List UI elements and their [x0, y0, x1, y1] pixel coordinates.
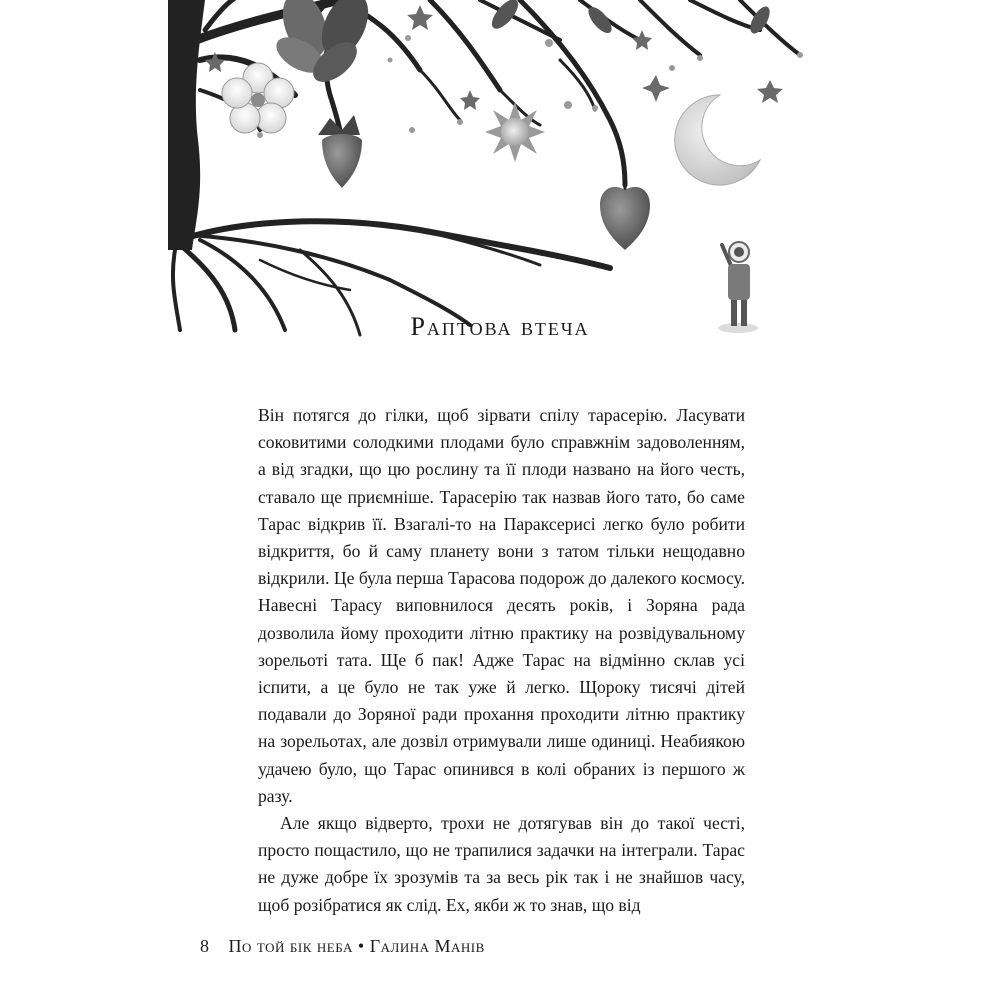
spiky-sun	[485, 102, 545, 162]
page-number: 8	[200, 936, 210, 956]
paragraph-1: Він потягся до гілки, щоб зірвати спілу тарасерію. Ласувати соковитими солодкими плодами було справжнім задоволенням, а від згадки, що цю рослину та її плоди названо на його честь, ставало ще приємніше. Тарасерію так назвав його тато, бо саме Тарас відкрив її. Взагалі-то на Параксерисі легко було робити відкриття, бо й саму планету вони з татом тільки нещодавно відкрили. Це була перша Тарасова подорож до далекого космосу. Навесні Тарасу виповнилося десять років, і Зоряна рада дозволила йому проходити літню практику на розвідувальному зорельоті тата. Ще б пак! Адже Тарас на відмінно склав усі іспити, а це було не так уже й легко. Щороку тисячі дітей подавали до Зоряної ради прохання проходити літню практику на зорельотах, але дозвіл отримували лише одиниці. Неабиякою удачею було, що Тарас опинився в колі обраних із першого ж разу.	[258, 405, 745, 806]
crescent-moon-icon	[675, 95, 760, 185]
footer-separator: •	[357, 936, 365, 956]
leaves	[270, 0, 773, 89]
book-title: По той бік неба	[228, 936, 353, 956]
white-flower	[222, 63, 294, 133]
hanging-fruit-right	[600, 185, 650, 250]
chapter-title: Раптова втеча	[410, 312, 590, 341]
body-text	[258, 402, 745, 919]
page-footer	[200, 936, 485, 957]
author-name: Галина Манів	[369, 936, 485, 956]
paragraph-2: Але якщо відверто, трохи не дотягував він до такої честі, просто пощастило, що не трапилися задачки на інтеграли. Тарас не дуже добре їх зрозумів та за весь рік так і не знайшов часу, щоб розібратися як слід. Ех, якби ж то знав, що від	[258, 813, 745, 915]
chapter-illustration	[0, 0, 1000, 340]
